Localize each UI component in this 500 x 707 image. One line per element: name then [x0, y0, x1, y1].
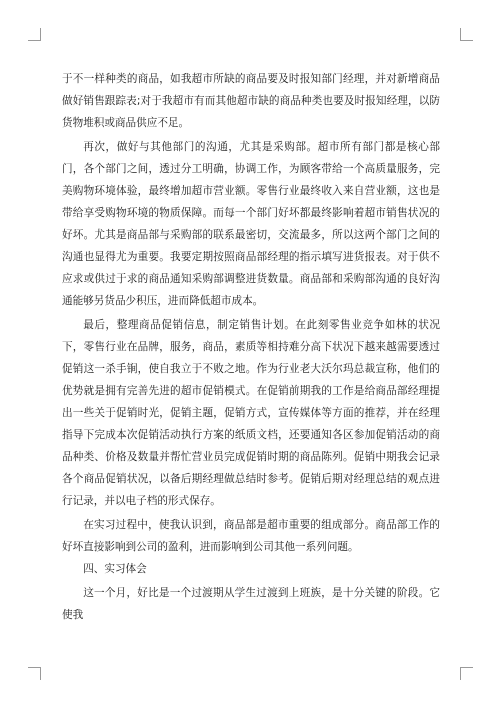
paragraph-communication: 再次，做好与其他部门的沟通，尤其是采购部。超市所有部门都是核心部门，各个部门之间，透过分工明确，协调工作，为顾客带给一个高质量服务，完美购物环境体验，最终增加超市营业额。零售行业最终收入来自营业额，这也是带给享受购物环境的物质保障。而每一个部门好坏都最终影响着超市销售状况的好坏。尤其是商品部与采购部的联系最密切，交流最多，所以这两个部门之间的沟通也显得尤为重要。我要定期按照商品部经理的指示填写进货报表。对于供不应求或供过于求的商品通知采购部调整进货数量。商品部和采购部沟通的良好沟通能够另货品少积压，进而降低超市成本。 — [62, 141, 440, 307]
crop-mark-top-left — [28, 28, 41, 41]
paragraph-continued: 于不一样种类的商品，如我超市所缺的商品要及时报知部门经理，并对新增商品做好销售跟踪表;对于我超市有而其他超市缺的商品种类也要及时报知经理，以防货物堆积或商品供应不足。 — [62, 73, 440, 129]
paragraph-promotion: 最后，整理商品促销信息，制定销售计划。在此刻零售业竞争如林的状况下，零售行业在品牌，服务，商品，素质等相持难分高下状况下越来越需要透过促销这一杀手锏，使自我立于不败之地。作为行业老大沃尔玛总裁宣称，他们的优势就是拥有完善先进的超市促销模式。在促销前期我的工作是给商品部经理提出一些关于促销时光，促销主题，促销方式，宣传媒体等方面的推荐，并在经理指导下完成本次促销活动执行方案的纸质文档，还要通知各区参加促销活动的商品种类、价格及数量并帮忙营业员完成促销时期的商品陈列。促销中期我会记录各个商品促销状况，以备后期经理做总结时参考。促销后期对经理总结的观点进行记录，并以电子档的形式保存。 — [62, 319, 440, 507]
document-body — [62, 68, 440, 626]
paragraph-closing: 这一个月，好比是一个过渡期从学生过渡到上班族，是十分关键的阶段。它使我 — [62, 587, 440, 621]
crop-mark-bottom-right — [460, 667, 473, 680]
section-heading: 四、实习体会 — [83, 563, 147, 575]
crop-mark-top-right — [460, 28, 473, 41]
crop-mark-bottom-left — [28, 667, 41, 680]
paragraph-summary: 在实习过程中，使我认识到，商品部是超市重要的组成部分。商品部工作的好坏直接影响到公司的盈利，进而影响到公司其他一系列问题。 — [62, 519, 440, 553]
